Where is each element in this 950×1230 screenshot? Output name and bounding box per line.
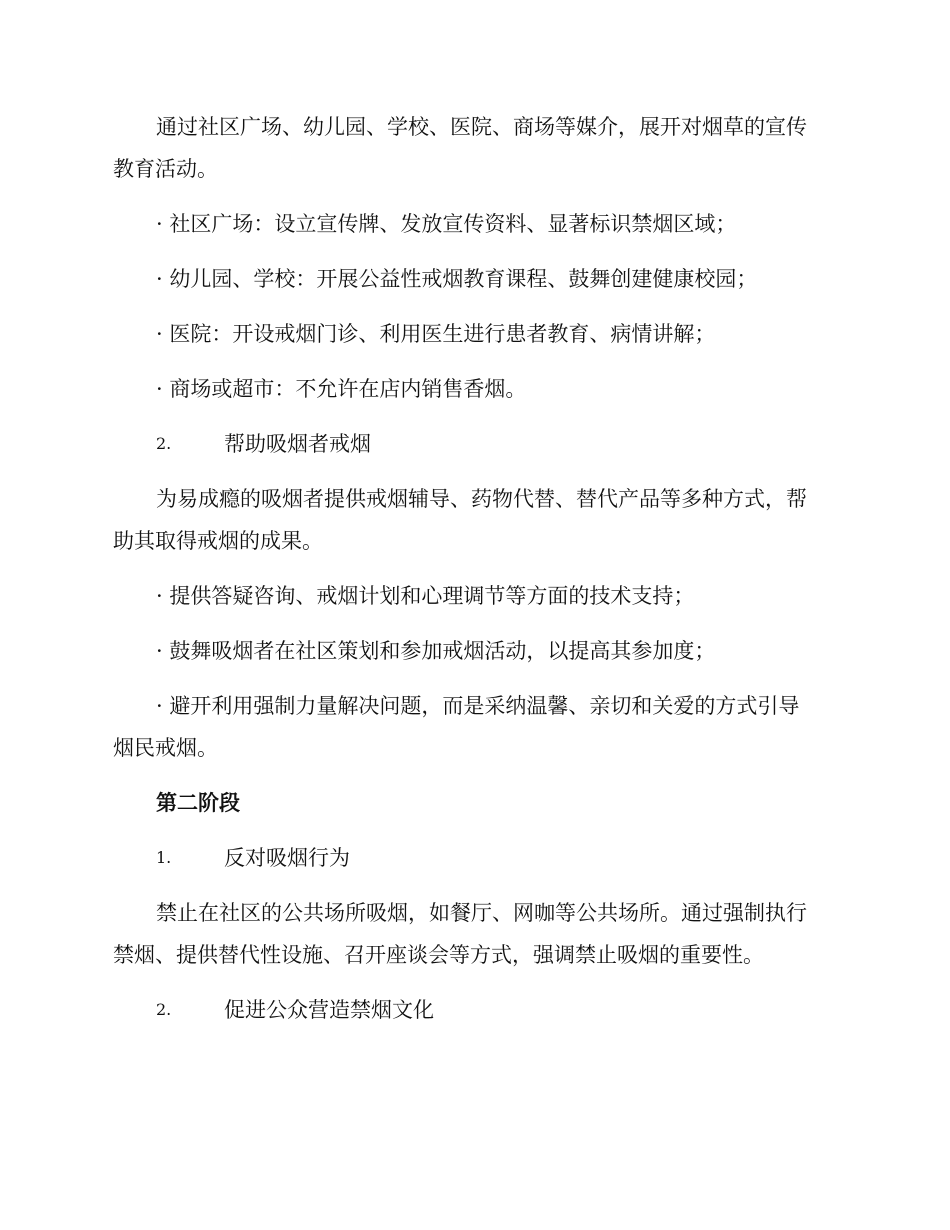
bullet-mall-supermarket: · 商场或超市：不允许在店内销售香烟。: [156, 377, 527, 401]
ban-paragraph-line-2: 禁烟、提供替代性设施、召开座谈会等方式，强调禁止吸烟的重要性。: [113, 943, 764, 967]
list-item-help-smokers-quit: 帮助吸烟者戒烟: [224, 432, 371, 456]
list-number-2-second: 2.: [156, 1000, 172, 1019]
bullet-avoid-coercion-line-1: · 避开利用强制力量解决问题，而是采纳温馨、亲切和关爱的方式引导: [156, 694, 800, 718]
ban-paragraph-line-1: 禁止在社区的公共场所吸烟，如餐厅、网咖等公共场所。通过强制执行: [156, 901, 807, 925]
list-number-1: 1.: [156, 848, 172, 867]
bullet-kindergarten-school: · 幼儿园、学校：开展公益性戒烟教育课程、鼓舞创建健康校园；: [156, 267, 758, 291]
intro-paragraph-line-2: 教育活动。: [113, 157, 218, 181]
list-item-no-smoking-culture: 促进公众营造禁烟文化: [224, 998, 434, 1022]
bullet-encourage-participation: · 鼓舞吸烟者在社区策划和参加戒烟活动，以提高其参加度；: [156, 639, 716, 663]
section-heading-stage-two: 第二阶段: [156, 790, 240, 815]
bullet-technical-support: · 提供答疑咨询、戒烟计划和心理调节等方面的技术支持；: [156, 584, 695, 608]
help-paragraph-line-2: 助其取得戒烟的成果。: [113, 529, 323, 553]
list-item-oppose-smoking: 反对吸烟行为: [224, 846, 350, 870]
bullet-hospital: · 医院：开设戒烟门诊、利用医生进行患者教育、病情讲解；: [156, 322, 716, 346]
bullet-community-square: · 社区广场：设立宣传牌、发放宣传资料、显著标识禁烟区域；: [156, 212, 737, 236]
help-paragraph-line-1: 为易成瘾的吸烟者提供戒烟辅导、药物代替、替代产品等多种方式，帮: [156, 487, 807, 511]
intro-paragraph-line-1: 通过社区广场、幼儿园、学校、医院、商场等媒介，展开对烟草的宣传: [156, 115, 807, 139]
bullet-avoid-coercion-line-2: 烟民戒烟。: [113, 736, 218, 760]
list-number-2: 2.: [156, 434, 172, 453]
